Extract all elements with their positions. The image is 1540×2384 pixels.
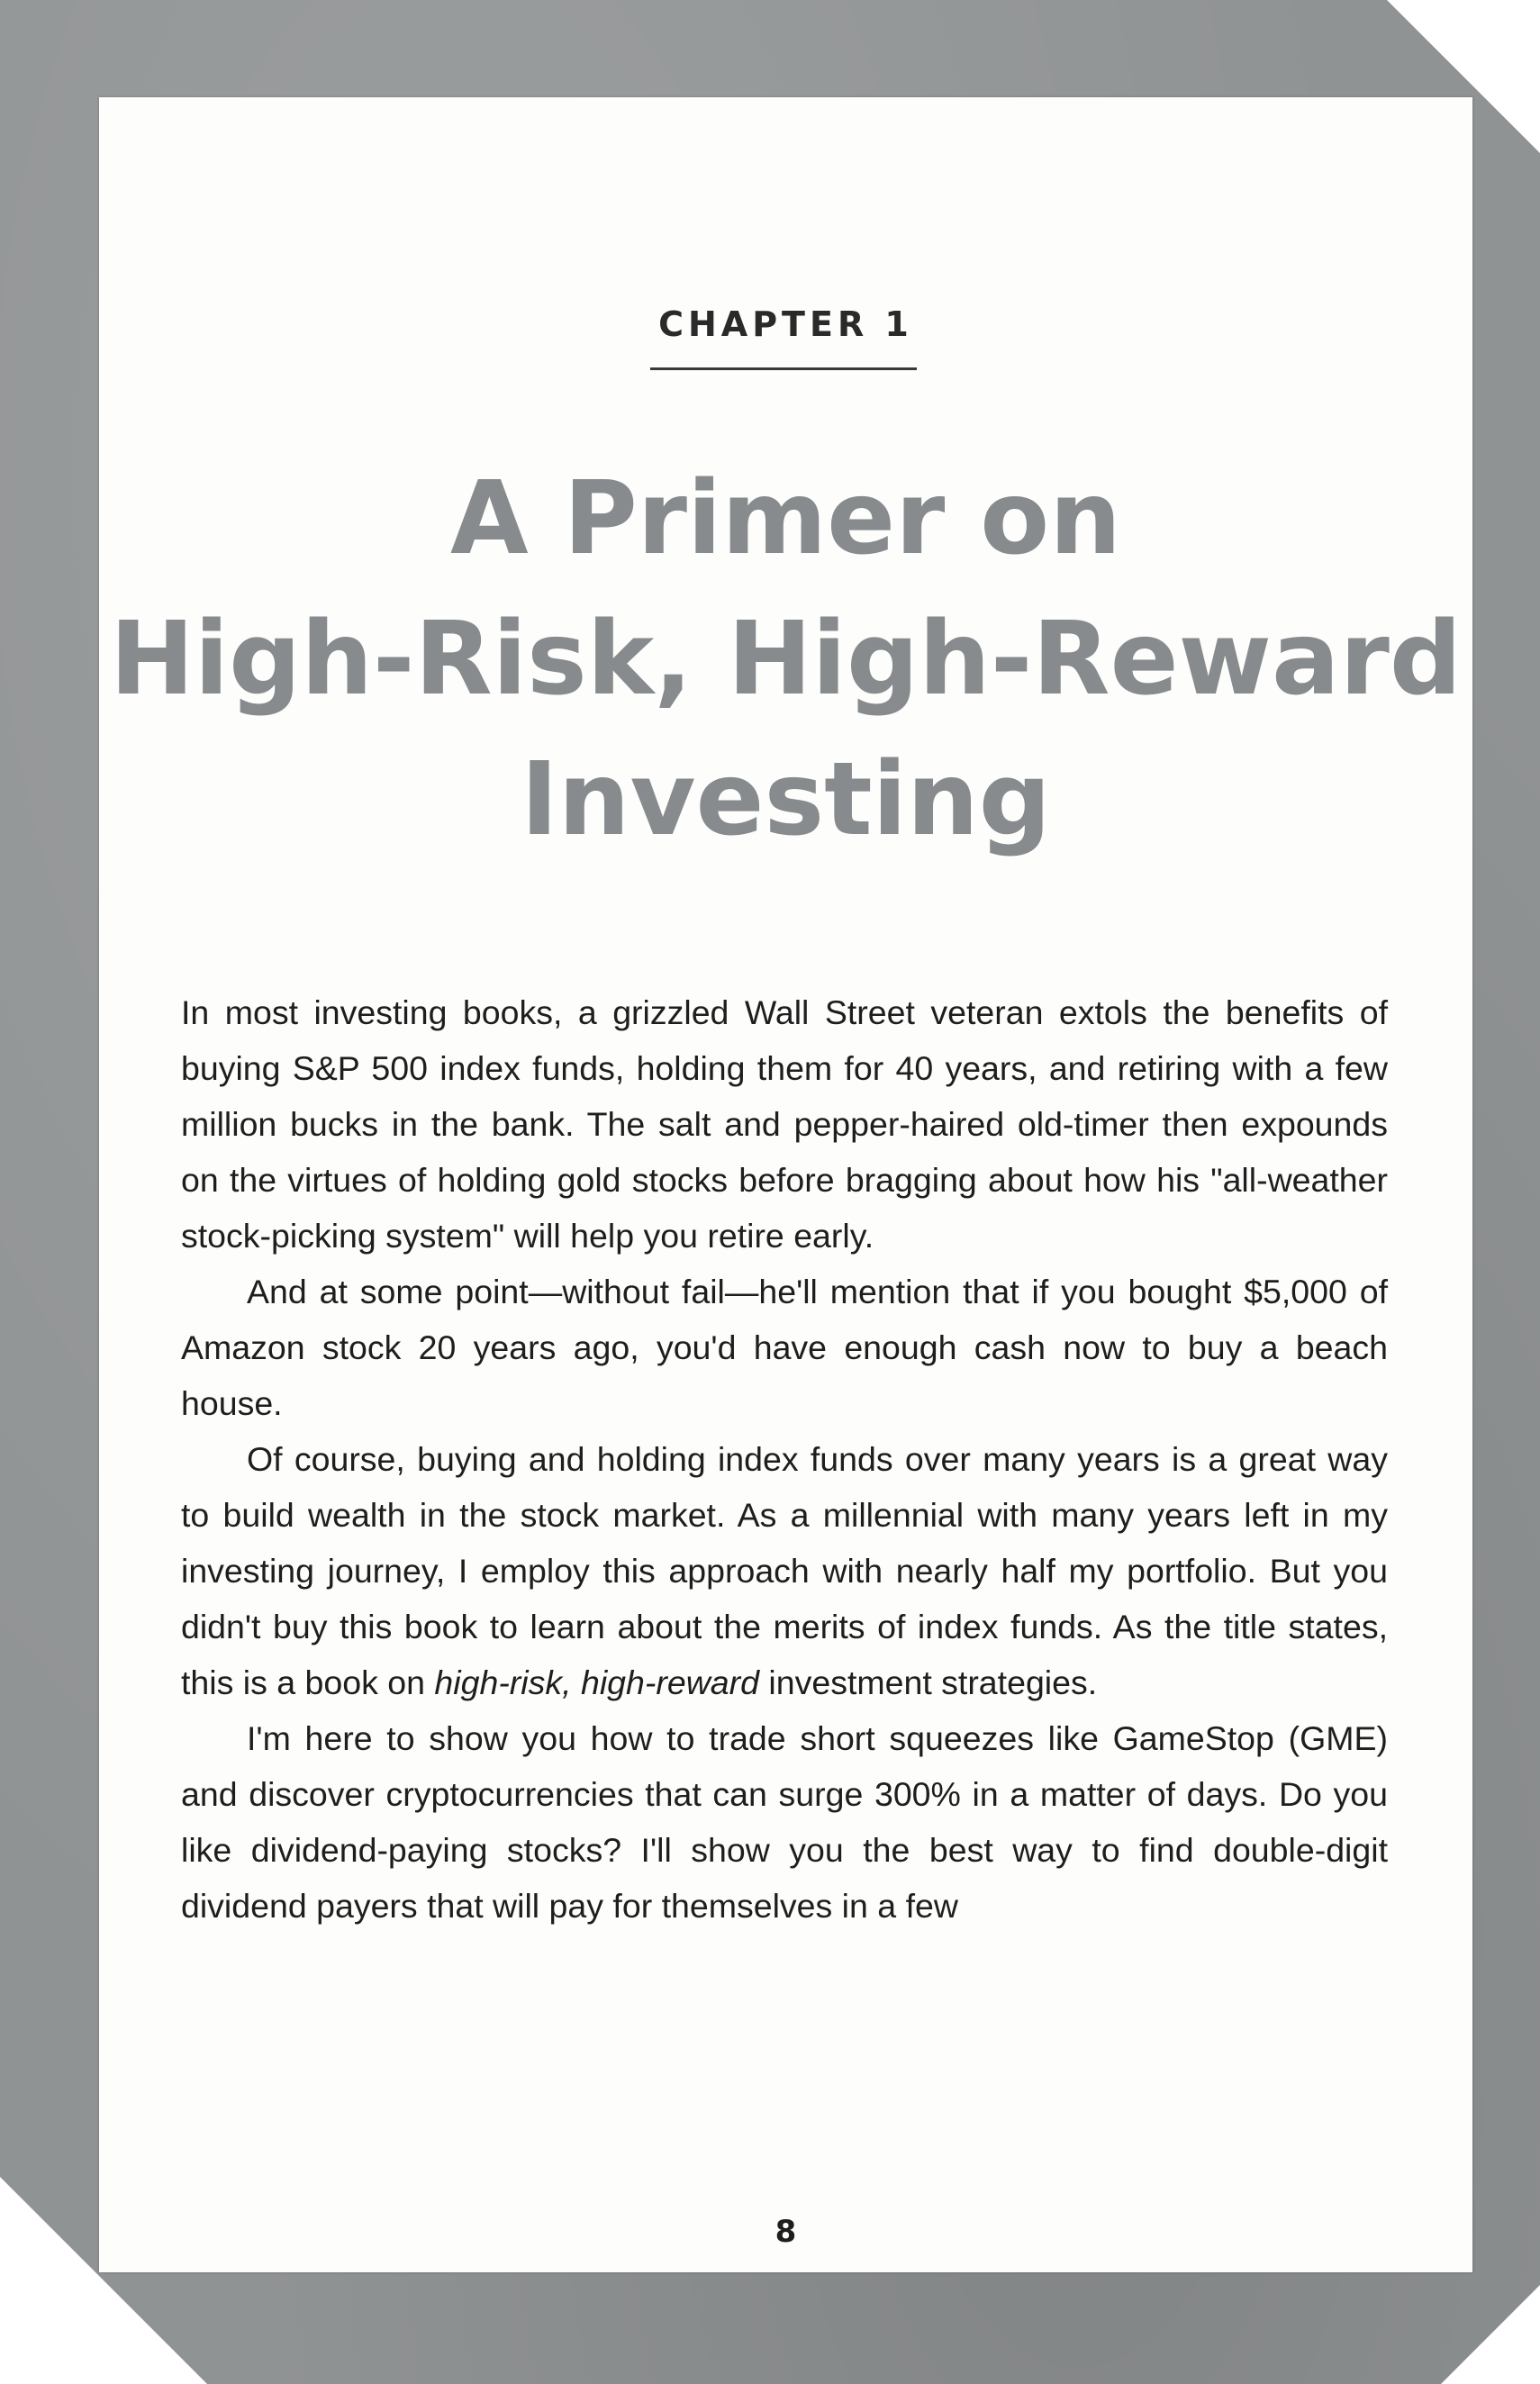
paragraph: I'm here to show you how to trade short squeezes like GameStop (GME) and discover cryptocurrencies that can surge 300% in a matter of days. Do you like dividend-paying stocks? I'll show you the best way to find double-digit dividend payers that will pay for themselves in a few [181,1719,1388,1925]
body-text [181,984,1388,1934]
book-page [99,97,1472,2272]
chapter-title-line: Investing [521,741,1051,858]
paragraph-text: investment strategies. [758,1663,1098,1701]
chapter-divider [650,367,917,370]
chapter-title-line: High-Risk, High-Reward [109,601,1462,718]
paragraph-text: Of course, buying and holding index funds over many years is a great way to build wealth in the stock market. As a millennial with many years left in my investing journey, I employ this approach with nearly half my portfolio. But you didn't buy this book to learn about the merits of index funds. As the title states, this is a book on [181,1440,1388,1701]
paragraph: In most investing books, a grizzled Wall Street veteran extols the benefits of buying S&P 500 index funds, holding them for 40 years, and retiring with a few million bucks in the bank. The salt and pepper-haired old-timer then expounds on the virtues of holding gold stocks before bragging about how his "all-weather stock-picking system" will help you retire early. [181,993,1388,1255]
page-number: 8 [775,2214,797,2250]
paragraph [181,1431,1388,1710]
chapter-label: CHAPTER 1 [658,304,913,344]
chapter-title [99,449,1472,870]
paragraph: And at some point—without fail—he'll mention that if you bought $5,000 of Amazon stock 20 years ago, you'd have enough cash now to buy a beach house. [181,1273,1388,1422]
emphasized-text: high-risk, high-reward [434,1663,759,1701]
scan-corner-bottom-right [1441,2285,1540,2384]
chapter-title-line: A Primer on [450,460,1121,577]
